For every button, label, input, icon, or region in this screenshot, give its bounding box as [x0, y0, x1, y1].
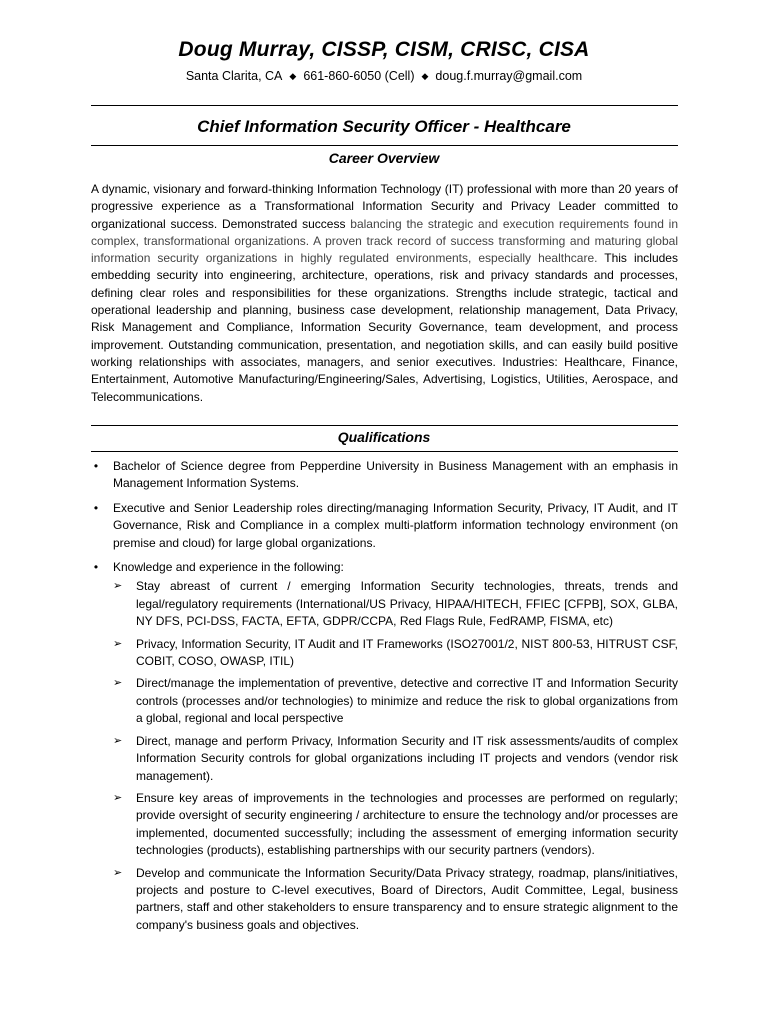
sub-list	[91, 578, 678, 934]
career-overview-paragraph	[91, 181, 678, 406]
qualifications-heading: Qualifications	[337, 429, 431, 445]
sub-list-item	[91, 578, 678, 630]
title-divider	[91, 145, 678, 146]
sub-list-item	[91, 790, 678, 860]
arrow-bullet-icon: ➢	[113, 677, 123, 690]
job-title: Chief Information Security Officer - Healthcare	[197, 117, 571, 136]
qualifications-divider-top	[91, 425, 678, 426]
sub-list-item-text: Ensure key areas of improvements in the technologies and processes are performed on regularly; provide oversight of security engineering / architecture to ensure the technology and/or processes are implemented, documented successfully; including the assessment of emerging information security technologies (products), establishing partnerships with our security partners (vendors).	[136, 790, 678, 858]
list-item	[91, 500, 678, 552]
list-item-text: Bachelor of Science degree from Pepperdine University in Business Management with an emphasis in Management Information Systems.	[113, 459, 678, 491]
sub-list-item	[91, 675, 678, 727]
sub-list-item-text: Privacy, Information Security, IT Audit and IT Frameworks (ISO27001/2, NIST 800-53, HITRUST CSF, COBIT, COSO, OWASP, ITIL)	[136, 636, 678, 669]
arrow-bullet-icon: ➢	[113, 791, 123, 804]
qualifications-divider-bottom	[91, 451, 678, 452]
diamond-separator-icon: ◆	[289, 71, 297, 81]
arrow-bullet-icon: ➢	[113, 866, 123, 879]
qualifications-list	[91, 458, 678, 939]
sub-list-item-text: Direct/manage the implementation of preventive, detective and corrective IT and Information Security controls (processes and/or technologies) to minimize and reduce the risk to global organizations from a global, regional and local perspective	[136, 676, 678, 726]
overview-text-2: balancing the strategic and execution requirements found in complex, transformational organizations. A proven track record of success transforming and maturing global information security organizations in highly regulated environments, especially healthcare.	[91, 216, 679, 266]
contact-location: Santa Clarita, CA	[185, 69, 283, 83]
bullet-icon: •	[93, 459, 99, 473]
sub-list-item	[91, 865, 678, 935]
bullet-icon: •	[93, 560, 99, 575]
arrow-bullet-icon: ➢	[113, 734, 123, 747]
contact-line	[0, 69, 768, 83]
candidate-name: Doug Murray, CISSP, CISM, CRISC, CISA	[178, 38, 590, 61]
sub-list-item-text: Direct, manage and perform Privacy, Information Security and IT risk assessments/audits of complex Information Security controls for global organizations including IT projects and vendors (vendor risk management).	[136, 733, 678, 783]
header-divider	[91, 105, 678, 106]
list-item-text: Executive and Senior Leadership roles directing/managing Information Security, Privacy, IT Audit, and IT Governance, Risk and Compliance in a complex multi-platform information technology environment (on premise and cloud) for large global organizations.	[113, 500, 678, 550]
list-item	[91, 559, 678, 576]
arrow-bullet-icon: ➢	[113, 637, 123, 650]
sub-list-item	[91, 636, 678, 671]
list-item-text: Knowledge and experience in the following:	[113, 560, 344, 575]
contact-phone: 661-860-6050 (Cell)	[303, 69, 415, 83]
sub-list-item	[91, 733, 678, 785]
arrow-bullet-icon: ➢	[113, 580, 123, 593]
diamond-separator-icon: ◆	[421, 71, 429, 81]
overview-text-3: This includes embedding security into engineering, architecture, operations, risk and privacy standards and processes, defining clear roles and responsibilities for these organizations. Strengths include strategic, tactical and operational leadership and planning, business case development, relationship management, Data Privacy, Risk Management and Compliance, Information Security Governance, team development, and process improvement. Outstanding communication, presentation, and negotiation skills, and can easily build positive working relationships with associates, managers, and senior executives. Industries: Healthcare, Finance, Entertainment, Automotive Manufacturing/Engineering/Sales, Advertising, Logistics, Utilities, Aerospace, and Telecommunications.	[91, 251, 678, 404]
bullet-icon: •	[93, 500, 99, 515]
career-overview-heading: Career Overview	[328, 150, 440, 166]
sub-list-item-text: Stay abreast of current / emerging Information Security technologies, threats, trends and legal/regulatory requirements (International/US Privacy, HIPAA/HITECH, FFIEC [CFPB], SOX, GLBA, NY DFS, PCI-DSS, FACTA, EFTA, GDPR/CCPA, Red Flags Rule, FedRAMP, FISMA, etc)	[136, 579, 678, 629]
list-item	[91, 458, 678, 493]
overview-text-1: A dynamic, visionary and forward-thinking Information Technology (IT) professional with more than 20 years of progressive experience as a Transformational Information Security and Privacy Leader committed to organizational success. Demonstrated success	[91, 182, 678, 231]
contact-email: doug.f.murray@gmail.com	[435, 69, 583, 83]
sub-list-item-text: Develop and communicate the Information Security/Data Privacy strategy, roadmap, plans/initiatives, projects and posture to C-level executives, Board of Directors, Audit Committee, Legal, business partners, staff and other stakeholders to ensure transparency and to ensure strategic alignment to the company's business goals and objectives.	[136, 865, 678, 932]
